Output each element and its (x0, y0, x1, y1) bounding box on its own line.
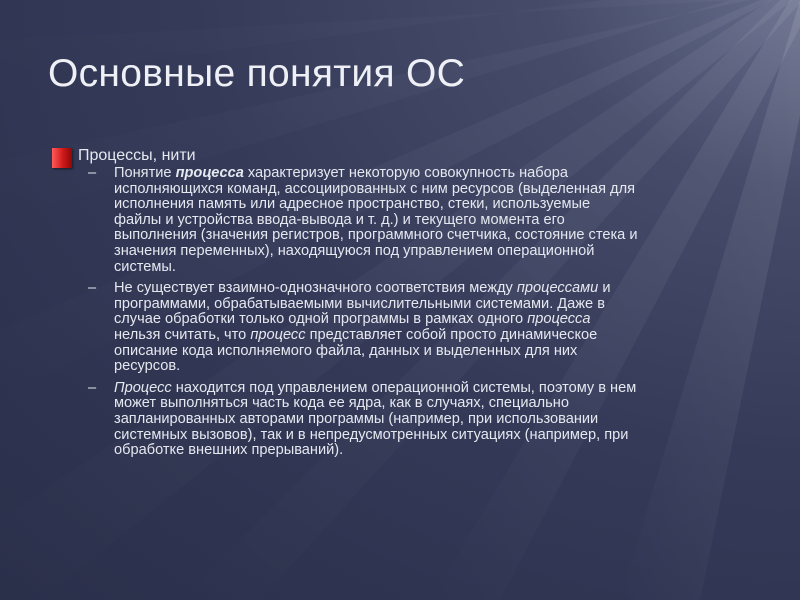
text-span: характеризует некоторую совокупность набора (243, 165, 568, 181)
text-line (114, 312, 758, 328)
text-line (114, 328, 758, 344)
text-line: системы. (114, 258, 176, 275)
text-span: нельзя считать, что (114, 326, 251, 343)
text-line: ресурсов. (114, 358, 181, 375)
text-line: исполнения память или адресное пространство, стеки, используемые (114, 196, 591, 213)
text-span: случае обработки только одной программы в рамках одного (114, 311, 528, 328)
text-line (114, 381, 758, 397)
text-span: и (598, 280, 611, 297)
text-line: описание кода исполняемого файла, данных и выделенных для них (114, 342, 578, 359)
text-line: файлы и устройства ввода-вывода и т. д.) и текущего момента его (114, 211, 565, 228)
term-process: процесс (250, 326, 306, 343)
text-line: запланированных авторами программы (например, при использовании (114, 410, 599, 427)
sub-bullet-process-os-control (88, 381, 758, 459)
text-line (114, 166, 758, 182)
sub-bullet-list (88, 166, 758, 465)
text-line: системных вызовов), так и в непредусмотренных ситуациях (например, при (114, 426, 629, 443)
sub-bullet-process-program-mapping (88, 281, 758, 375)
text-span: представляет собой просто динамическое (305, 326, 598, 343)
slide-title: Основные понятия ОС (48, 52, 466, 95)
dash-bullet-icon: – (88, 280, 97, 297)
text-line (114, 281, 758, 297)
dash-bullet-icon: – (88, 165, 97, 181)
text-span: Понятие (114, 165, 176, 181)
text-line: исполняющихся команд, ассоциированных с ним ресурсов (выделенная для (114, 180, 635, 197)
term-processes: процессами (516, 280, 599, 297)
text-span: находится под управлением операционной системы, поэтому в нем (171, 379, 637, 396)
text-line: выполнения (значения регистров, программного счетчика, состояние стека и (114, 227, 638, 244)
term-process: процесса (175, 165, 244, 181)
text-line: значения переменных), находящуюся под управлением операционной (114, 242, 595, 259)
dash-bullet-icon: – (88, 379, 97, 396)
text-line: обработке внешних прерываний). (114, 442, 344, 459)
sub-bullet-process-definition (88, 166, 758, 275)
term-process: Процесс (114, 379, 172, 396)
bullet-label: Процессы, нити (78, 147, 196, 164)
text-span: Не существует взаимно-однозначного соответствия между (114, 280, 517, 297)
red-square-bullet-icon (52, 148, 72, 168)
term-process: процесса (527, 311, 591, 328)
text-line: программами, обрабатываемыми вычислительными системами. Даже в (114, 295, 605, 312)
text-line: может выполняться часть кода ее ядра, как в случаях, специально (114, 395, 569, 412)
